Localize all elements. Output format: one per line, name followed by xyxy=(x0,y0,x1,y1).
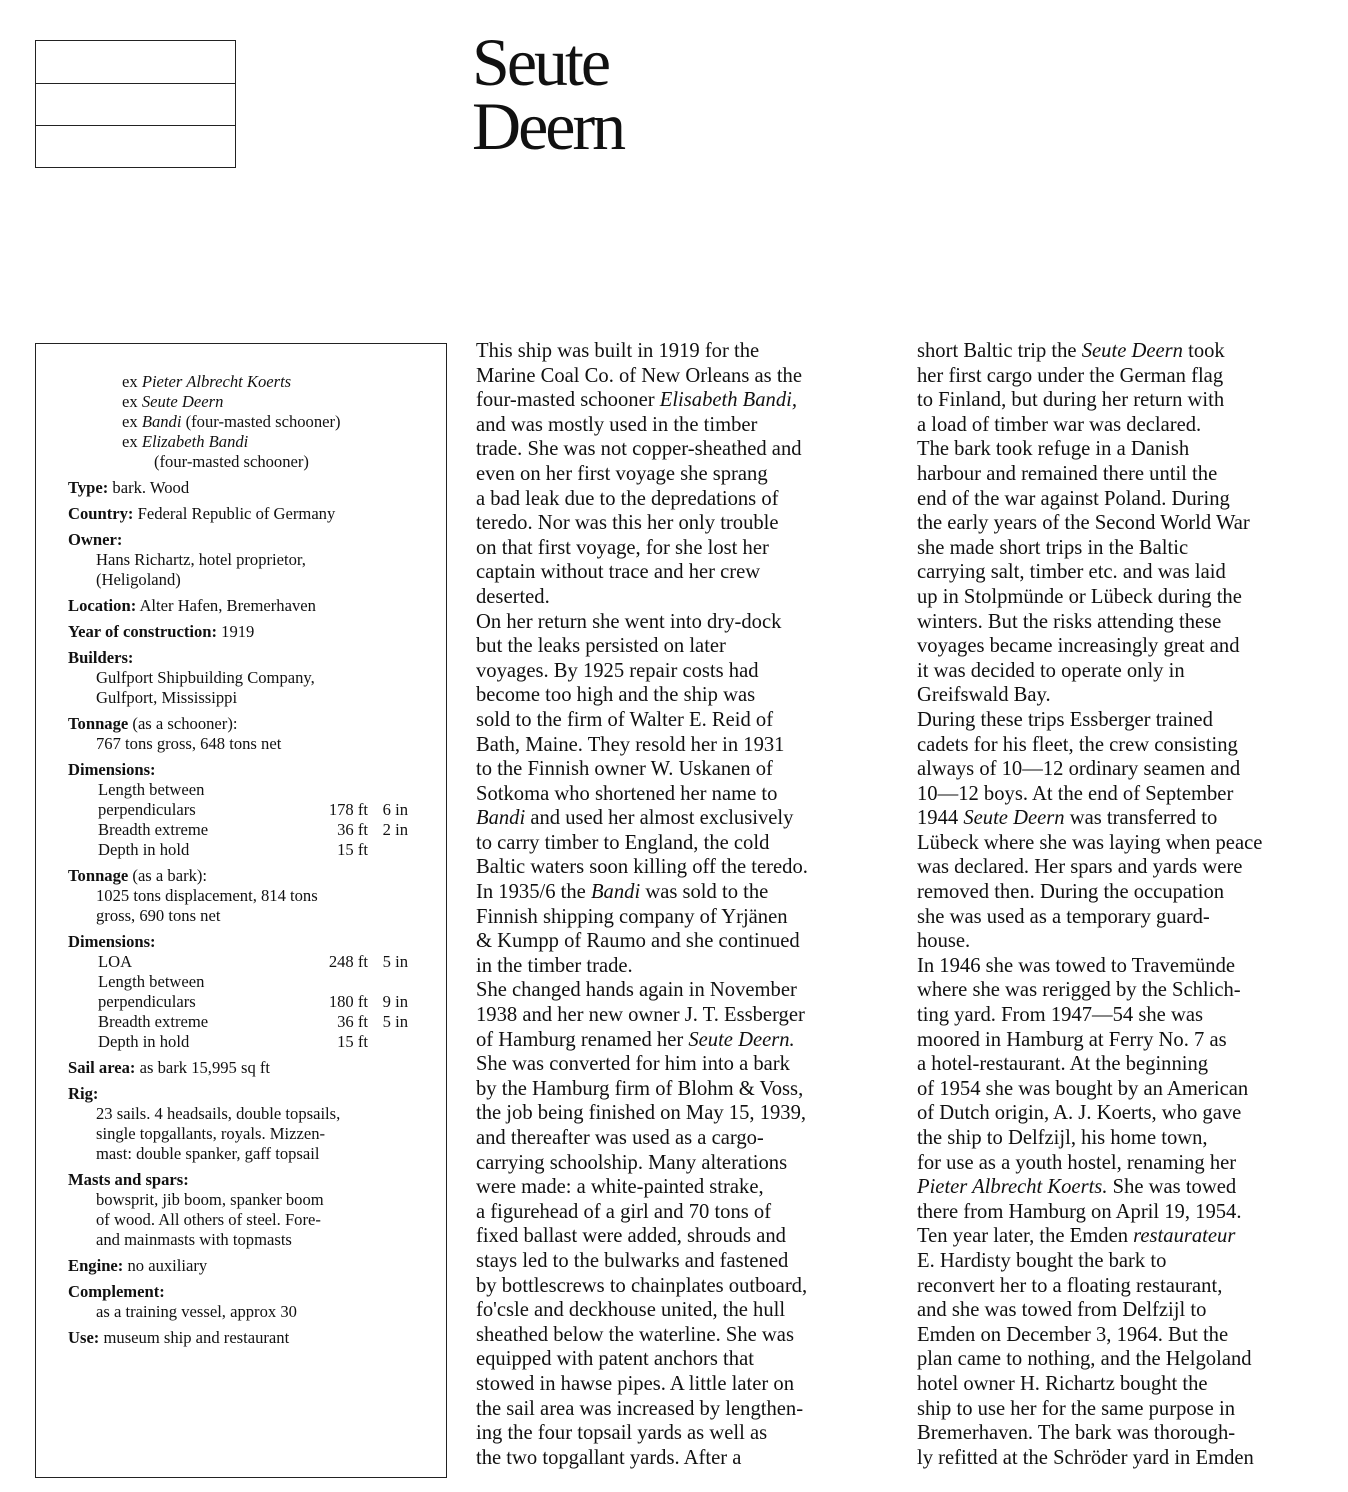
text-line xyxy=(476,1298,808,1323)
text-run: ly refitted at the Schröder yard in Emden xyxy=(917,1446,1254,1469)
text-run: a bad leak due to the depredations of xyxy=(476,487,779,510)
text-run: even on her first voyage she sprang xyxy=(476,462,768,485)
text-line xyxy=(917,1249,1262,1274)
text-line xyxy=(917,413,1262,438)
dimension-row: Depth in hold 15 ft xyxy=(98,1032,368,1051)
italic-text: Bandi xyxy=(590,881,641,904)
text-line xyxy=(476,339,808,364)
text-line xyxy=(917,1126,1262,1151)
text-line xyxy=(917,634,1262,659)
spec-location: Location: Alter Hafen, Bremerhaven xyxy=(68,596,316,615)
text-line xyxy=(917,1323,1262,1348)
text-run: 1944 xyxy=(917,807,964,830)
text-line xyxy=(476,1347,808,1372)
text-run: she was used as a temporary guard- xyxy=(917,905,1210,928)
text-run: Emden on December 3, 1964. But the xyxy=(917,1323,1229,1346)
text-line xyxy=(917,1200,1262,1225)
text-line xyxy=(476,1052,808,1077)
text-line xyxy=(476,733,808,758)
spec-tonnage-bark: Tonnage (as a bark): 1025 tons displacement, 814 tons gross, 690 tons net xyxy=(68,866,318,925)
text-line xyxy=(476,1249,808,1274)
spec-use: Use: museum ship and restaurant xyxy=(68,1328,290,1347)
text-run: always of 10—12 ordinary seamen and xyxy=(917,758,1241,781)
text-run: was declared. Her spars and yards were xyxy=(917,856,1243,879)
text-line xyxy=(917,388,1262,413)
text-line xyxy=(476,634,808,659)
text-line xyxy=(917,1421,1262,1446)
text-line xyxy=(476,1003,808,1028)
text-run: by the Hamburg firm of Blohm & Voss, xyxy=(476,1077,804,1100)
text-run: on that first voyage, for she lost her xyxy=(476,536,769,559)
italic-text: Pieter Albrecht Koerts. xyxy=(917,1176,1108,1199)
text-line xyxy=(917,511,1262,536)
text-run: plan came to nothing, and the Helgoland xyxy=(917,1348,1252,1371)
text-run: and used her almost exclusively xyxy=(525,807,794,830)
text-run: voyages became increasingly great and xyxy=(917,635,1240,658)
text-run: teredo. Nor was this her only trouble xyxy=(476,512,779,535)
italic-text: Seute Deern xyxy=(963,807,1065,830)
text-run: her first cargo under the German flag xyxy=(917,364,1224,387)
text-line xyxy=(917,536,1262,561)
text-line xyxy=(917,1175,1262,1200)
text-run: E. Hardisty bought the bark to xyxy=(917,1249,1167,1272)
text-run: She changed hands again in November xyxy=(476,979,797,1002)
text-line xyxy=(917,1298,1262,1323)
text-line xyxy=(476,1397,808,1422)
text-line xyxy=(917,1028,1262,1053)
text-run: hotel owner H. Richartz bought the xyxy=(917,1372,1208,1395)
text-line xyxy=(917,1347,1262,1372)
text-run: The bark took refuge in a Danish xyxy=(917,438,1190,461)
specifications-list xyxy=(68,372,436,1348)
text-line xyxy=(476,1028,808,1053)
former-name: ex Seute Deern xyxy=(122,392,224,411)
text-run: and was mostly used in the timber xyxy=(476,413,758,436)
text-run: equipped with patent anchors that xyxy=(476,1348,754,1371)
text-run: house. xyxy=(917,930,971,953)
text-run: a figurehead of a girl and 70 tons of xyxy=(476,1200,772,1223)
text-run: in the timber trade. xyxy=(476,954,633,977)
text-line xyxy=(476,806,808,831)
text-line xyxy=(476,1151,808,1176)
text-line xyxy=(917,1224,1262,1249)
text-line xyxy=(476,1200,808,1225)
text-run: Baltic waters soon killing off the teredo. xyxy=(476,856,808,879)
text-run: moored in Hamburg at Ferry No. 7 as xyxy=(917,1028,1227,1051)
text-run: end of the war against Poland. During xyxy=(917,487,1230,510)
dimension-row: Length between xyxy=(98,972,205,991)
text-line xyxy=(917,437,1262,462)
text-run: the early years of the Second World War xyxy=(917,512,1250,535)
text-run: carrying schoolship. Many alterations xyxy=(476,1151,788,1174)
text-run: fixed ballast were added, shrouds and xyxy=(476,1225,786,1248)
text-run: stays led to the bulwarks and fastened xyxy=(476,1249,789,1272)
text-line xyxy=(917,929,1262,954)
text-line xyxy=(476,1323,808,1348)
text-line xyxy=(476,929,808,954)
text-run: captain without trace and her crew xyxy=(476,561,761,584)
text-line xyxy=(917,659,1262,684)
title-line-1: Seute xyxy=(472,24,609,100)
text-run: of Dutch origin, A. J. Koerts, who gave xyxy=(917,1102,1242,1125)
text-run: harbour and remained there until the xyxy=(917,462,1218,485)
text-line xyxy=(917,1052,1262,1077)
text-line xyxy=(476,659,808,684)
spec-tonnage-schooner: Tonnage (as a schooner): 767 tons gross, 648 tons net xyxy=(68,714,282,753)
text-line xyxy=(476,1175,808,1200)
spec-complement: Complement: as a training vessel, approx 30 xyxy=(68,1282,297,1321)
text-line xyxy=(476,1126,808,1151)
text-line xyxy=(917,806,1262,831)
text-line xyxy=(476,462,808,487)
text-line xyxy=(917,1151,1262,1176)
text-line xyxy=(476,831,808,856)
text-run: During these trips Essberger trained xyxy=(917,708,1213,731)
dimension-row: LOA 248 ft 5 in xyxy=(98,952,408,971)
text-run: by bottlescrews to chainplates outboard, xyxy=(476,1274,808,1297)
flag-stripe-divider xyxy=(36,83,235,84)
text-line xyxy=(917,610,1262,635)
dimension-row: Breadth extreme 36 ft 2 in xyxy=(98,820,408,839)
spec-engine: Engine: no auxiliary xyxy=(68,1256,208,1275)
text-line xyxy=(917,1274,1262,1299)
text-run: and thereafter was used as a cargo- xyxy=(476,1127,764,1149)
text-line xyxy=(917,880,1262,905)
text-run: the two topgallant yards. After a xyxy=(476,1446,742,1469)
text-line xyxy=(476,585,808,610)
spec-sail-area: Sail area: as bark 15,995 sq ft xyxy=(68,1058,271,1077)
text-run: she made short trips in the Baltic xyxy=(917,536,1189,559)
page-title xyxy=(472,24,624,164)
text-run: ting yard. From 1947—54 she was xyxy=(917,1004,1203,1027)
text-run: voyages. By 1925 repair costs had xyxy=(476,659,759,682)
italic-text: restaurateur xyxy=(1133,1225,1236,1248)
text-line xyxy=(917,733,1262,758)
flag-outline xyxy=(35,40,236,168)
text-line xyxy=(917,560,1262,585)
text-run: She was converted for him into a bark xyxy=(476,1053,790,1076)
text-run: to the Finnish owner W. Uskanen of xyxy=(476,758,773,781)
body-text-column-2 xyxy=(917,339,1262,1470)
text-line xyxy=(476,954,808,979)
text-line xyxy=(476,683,808,708)
text-line xyxy=(917,757,1262,782)
text-run: stowed in hawse pipes. A little later on xyxy=(476,1372,795,1395)
text-run: 10—12 boys. At the end of September xyxy=(917,782,1234,805)
text-run: Sotkoma who shortened her name to xyxy=(476,782,778,805)
text-line xyxy=(917,905,1262,930)
text-line xyxy=(917,1446,1262,1471)
text-run: four-masted schooner xyxy=(476,389,660,412)
text-line xyxy=(917,364,1262,389)
text-line xyxy=(917,585,1262,610)
text-line xyxy=(917,1003,1262,1028)
text-line xyxy=(476,1421,808,1446)
text-line xyxy=(917,1101,1262,1126)
text-run: reconvert her to a floating restaurant, xyxy=(917,1274,1223,1297)
text-line xyxy=(917,708,1262,733)
text-run: sheathed below the waterline. She was xyxy=(476,1323,794,1346)
text-run: fo'csle and deckhouse united, the hull xyxy=(476,1299,786,1322)
text-run: was sold to the xyxy=(640,881,769,904)
text-run: but the leaks persisted on later xyxy=(476,635,726,658)
text-line xyxy=(476,560,808,585)
spec-masts-and-spars: Masts and spars: bowsprit, jib boom, spanker boom of wood. All others of steel. Fore- and mainmasts with topmasts xyxy=(68,1170,324,1249)
text-line xyxy=(917,1397,1262,1422)
italic-text: Bandi xyxy=(476,807,526,830)
text-run: the job being finished on May 15, 1939, xyxy=(476,1102,807,1125)
text-run: Lübeck where she was laying when peace xyxy=(917,831,1263,854)
italic-text: Seute Deern. xyxy=(688,1028,795,1051)
text-line xyxy=(917,339,1262,364)
text-run: the sail area was increased by lengthen- xyxy=(476,1397,804,1420)
text-line xyxy=(476,905,808,930)
text-run: for use as a youth hostel, renaming her xyxy=(917,1151,1237,1174)
text-line xyxy=(476,757,808,782)
text-run: Greifswald Bay. xyxy=(917,684,1051,707)
former-name: ex Elizabeth Bandi xyxy=(122,432,249,451)
text-run: was transferred to xyxy=(1064,807,1218,830)
text-line xyxy=(476,1224,808,1249)
text-run: carrying salt, timber etc. and was laid xyxy=(917,561,1226,584)
dimension-row: perpendiculars 178 ft 6 in xyxy=(98,800,408,819)
text-run: of Hamburg renamed her xyxy=(476,1028,689,1051)
text-run: took xyxy=(1182,340,1225,362)
text-line xyxy=(917,683,1262,708)
spec-country: Country: Federal Republic of Germany xyxy=(68,504,336,523)
text-run: This ship was built in 1919 for the xyxy=(476,340,760,362)
spec-type: Type: bark. Wood xyxy=(68,478,190,497)
text-line xyxy=(476,1372,808,1397)
spec-dimensions-schooner: Dimensions: Length between perpendiculars 178 ft 6 in Breadth extreme 36 ft 2 in Depth in hold 15 ft xyxy=(68,760,436,860)
text-line xyxy=(917,954,1262,979)
body-text-column-1 xyxy=(476,339,808,1470)
text-line xyxy=(917,978,1262,1003)
text-line xyxy=(917,782,1262,807)
text-run: Finnish shipping company of Yrjänen xyxy=(476,905,788,928)
text-line xyxy=(476,413,808,438)
italic-text: Seute Deern xyxy=(1081,340,1183,362)
text-run: Bath, Maine. They resold her in 1931 xyxy=(476,733,785,756)
text-line xyxy=(476,536,808,561)
text-run: & Kumpp of Raumo and she continued xyxy=(476,930,800,953)
text-line xyxy=(476,610,808,635)
text-run: Bremerhaven. The bark was thorough- xyxy=(917,1422,1236,1445)
italic-text: Elisabeth Bandi, xyxy=(659,389,798,412)
text-line xyxy=(476,364,808,389)
spec-dimensions-bark: Dimensions: LOA 248 ft 5 in Length between perpendiculars 180 ft 9 in Breadth extreme 36 ft 5 in Depth in hold 15 ft xyxy=(68,932,436,1052)
title-line-2: Deern xyxy=(472,88,624,164)
text-run: up in Stolpmünde or Lübeck during the xyxy=(917,585,1242,608)
text-run: short Baltic trip the xyxy=(917,340,1082,362)
text-run: were made: a white-painted strake, xyxy=(476,1176,764,1199)
text-run: the ship to Delfzijl, his home town, xyxy=(917,1127,1208,1149)
text-run: Ten year later, the Emden xyxy=(917,1225,1134,1248)
text-run: sold to the firm of Walter E. Reid of xyxy=(476,708,774,731)
text-line xyxy=(476,855,808,880)
text-run: a load of timber war was declared. xyxy=(917,413,1202,436)
text-run: where she was rerigged by the Schlich- xyxy=(917,979,1241,1002)
text-run: trade. She was not copper-sheathed and xyxy=(476,438,802,461)
former-names xyxy=(122,372,436,472)
text-line xyxy=(476,487,808,512)
former-name: ex Pieter Albrecht Koerts xyxy=(122,372,292,391)
text-run: it was decided to operate only in xyxy=(917,659,1185,682)
dimension-row: Breadth extreme 36 ft 5 in xyxy=(98,1012,408,1031)
text-line xyxy=(476,978,808,1003)
dimension-row: Length between xyxy=(98,780,205,799)
text-run: a hotel-restaurant. At the beginning xyxy=(917,1053,1209,1076)
text-run: Marine Coal Co. of New Orleans as the xyxy=(476,364,802,387)
text-line xyxy=(917,487,1262,512)
text-run: to Finland, but during her return with xyxy=(917,389,1225,412)
text-run: become too high and the ship was xyxy=(476,684,756,707)
text-run: In 1946 she was towed to Travemünde xyxy=(917,954,1236,977)
text-line xyxy=(917,855,1262,880)
text-line xyxy=(476,708,808,733)
text-line xyxy=(476,388,808,413)
text-run: winters. But the risks attending these xyxy=(917,610,1222,633)
text-line xyxy=(476,511,808,536)
former-name: ex Bandi (four-masted schooner) xyxy=(122,412,341,431)
text-line xyxy=(476,1274,808,1299)
text-run: removed then. During the occupation xyxy=(917,881,1225,904)
spec-year: Year of construction: 1919 xyxy=(68,622,255,641)
text-run: cadets for his fleet, the crew consisting xyxy=(917,733,1238,756)
text-line xyxy=(476,1077,808,1102)
text-run: and she was towed from Delfzijl to xyxy=(917,1299,1207,1322)
dimension-row: Depth in hold 15 ft xyxy=(98,840,368,859)
text-run: ship to use her for the same purpose in xyxy=(917,1397,1235,1420)
spec-owner: Owner: Hans Richartz, hotel proprietor, (Heligoland) xyxy=(68,530,306,589)
text-line xyxy=(917,831,1262,856)
text-run: of 1954 she was bought by an American xyxy=(917,1077,1249,1100)
text-run: In 1935/6 the xyxy=(476,881,591,904)
text-line xyxy=(917,1077,1262,1102)
text-run: deserted. xyxy=(476,585,550,608)
text-line xyxy=(476,1101,808,1126)
text-run: She was towed xyxy=(1107,1176,1237,1199)
text-run: On her return she went into dry-dock xyxy=(476,610,782,633)
text-line xyxy=(476,437,808,462)
text-line xyxy=(917,462,1262,487)
spec-rig: Rig: 23 sails. 4 headsails, double topsails, single topgallants, royals. Mizzen- mast: double spanker, gaff topsail xyxy=(68,1084,341,1163)
specifications-box xyxy=(35,343,447,1478)
text-line xyxy=(476,880,808,905)
text-line xyxy=(476,1446,808,1471)
spec-builders: Builders: Gulfport Shipbuilding Company, Gulfport, Mississippi xyxy=(68,648,315,707)
text-line xyxy=(476,782,808,807)
text-run: to carry timber to England, the cold xyxy=(476,831,770,854)
text-run: 1938 and her new owner J. T. Essberger xyxy=(476,1004,805,1027)
dimension-row: perpendiculars 180 ft 9 in xyxy=(98,992,408,1011)
text-run: there from Hamburg on April 19, 1954. xyxy=(917,1200,1242,1223)
former-name-note: (four-masted schooner) xyxy=(154,452,309,471)
text-line xyxy=(917,1372,1262,1397)
text-run: ing the four topsail yards as well as xyxy=(476,1422,768,1445)
flag-stripe-divider xyxy=(36,125,235,126)
